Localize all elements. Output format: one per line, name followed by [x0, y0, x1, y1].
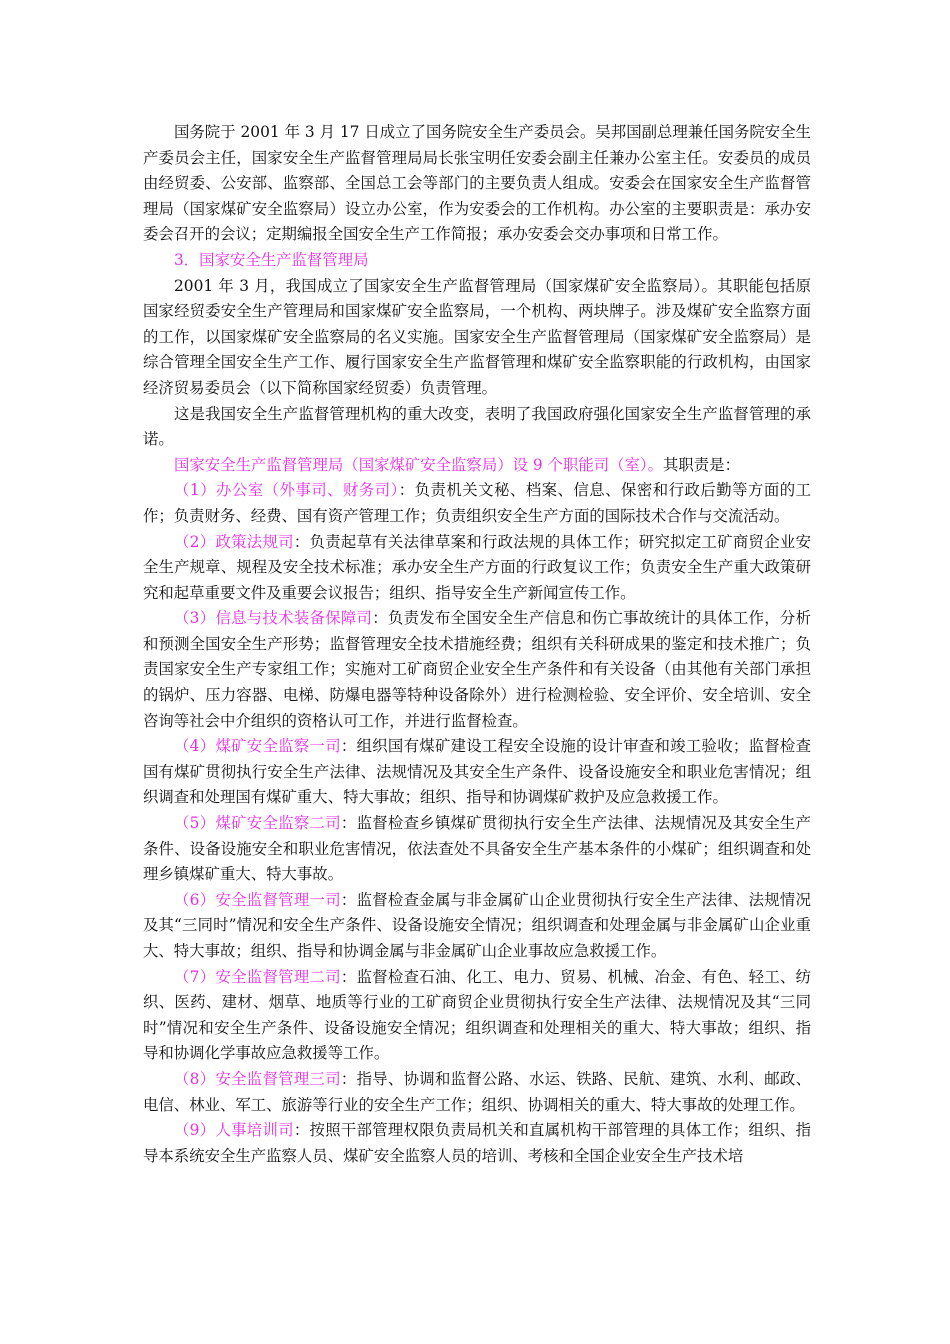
item-title: （3）信息与技术装备保障司: [174, 609, 373, 628]
item-text: ：负责机关文秘、档案、信息、保密和行政后勤等方面的工作；负责财务、经费、国有资产管理工作；负责组织安全生产方面的国际技术合作与交流活动。: [143, 481, 811, 525]
item-title: （8）安全监督管理三司: [174, 1069, 341, 1088]
list-item: [143, 1118, 811, 1169]
section-heading: 3．国家安全生产监督管理局: [174, 250, 369, 269]
paragraph-departments-lead: [143, 453, 811, 479]
item-text: ：监督检查乡镇煤矿贯彻执行安全生产法律、法规情况及其安全生产条件、设备设施安全和职业危害情况，依法查处不具备安全生产基本条件的小煤矿；组织调查和处理乡镇煤矿重大、特大事故。: [143, 814, 811, 884]
item-title: （9）人事培训司: [174, 1121, 294, 1140]
list-item: [143, 734, 811, 811]
item-text: ：组织国有煤矿建设工程安全设施的设计审查和竣工验收；监督检查国有煤矿贯彻执行安全生产法律、法规情况及其安全生产条件、设备设施安全和职业危害情况；组织调查和处理国有煤矿重大、特大事故；组织、指导和协调煤矿救护及应急救援工作。: [143, 737, 811, 807]
paragraph-2001: 2001 年 3 月，我国成立了国家安全生产监督管理局（国家煤矿安全监察局）。其职能包括原国家经贸委安全生产管理局和国家煤矿安全监察局，一个机构、两块牌子。涉及煤矿安全监察方面的工作，以国家煤矿安全监察局的名义实施。国家安全生产监督管理局（国家煤矿安全监察局）是综合管理全国安全生产工作、履行国家安全生产监督管理和煤矿安全监察职能的行政机构，由国家经济贸易委员会（以下简称国家经贸委）负责管理。: [143, 276, 811, 397]
item-text: ：按照干部管理权限负责局机关和直属机构干部管理的具体工作；组织、指导本系统安全生产监察人员、煤矿安全监察人员的培训、考核和全国企业安全生产技术培: [143, 1121, 811, 1165]
item-title: （2）政策法规司: [174, 532, 294, 551]
item-text: ：负责发布全国安全生产信息和伤亡事故统计的具体工作，分析和预测全国安全生产形势；监督管理安全技术措施经费；组织有关科研成果的鉴定和技术推广；负责国家安全生产专家组工作；实施对工矿商贸企业安全生产条件和有关设备（由其他有关部门承担的锅炉、压力容器、电梯、防爆电器等特种设备除外）进行检测检验、安全评价、安全培训、安全咨询等社会中介组织的资格认可工作，并进行监督检查。: [143, 609, 811, 730]
paragraph-reform: 这是我国安全生产监督管理机构的重大改变，表明了我国政府强化国家安全生产监督管理的承诺。: [143, 404, 811, 449]
item-title: （4）煤矿安全监察一司: [174, 737, 341, 756]
item-text: ：监督检查石油、化工、电力、贸易、机械、冶金、有色、轻工、纺织、医药、建材、烟草、地质等行业的工矿商贸企业贯彻执行安全生产法律、法规情况及其“三同时”情况和安全生产条件、设备设施安全情况；组织调查和处理相关的重大、特大事故；组织、指导和协调化学事故应急救援等工作。: [143, 967, 811, 1063]
list-item: [143, 530, 811, 607]
departments-lead-rest: 其职责是：: [663, 455, 740, 474]
list-item: [143, 606, 811, 734]
item-text: ：负责起草有关法律草案和行政法规的具体工作；研究拟定工矿商贸企业安全生产规章、规程及安全技术标准；承办安全生产方面的行政复议工作；负责安全生产重大政策研究和起草重要文件及重要会议报告；组织、指导安全生产新闻宣传工作。: [143, 532, 811, 602]
item-title: （6）安全监督管理一司: [174, 890, 341, 909]
item-text: ：指导、协调和监督公路、水运、铁路、民航、建筑、水利、邮政、电信、林业、军工、旅游等行业的安全生产工作；组织、协调相关的重大、特大事故的处理工作。: [143, 1069, 811, 1114]
list-item: [143, 811, 811, 888]
item-title: （5）煤矿安全监察二司: [174, 814, 341, 833]
item-title: （1）办公室（外事司、财务司）: [174, 481, 399, 500]
departments-lead-highlight: 国家安全生产监督管理局（国家煤矿安全监察局）设 9 个职能司（室）。: [174, 455, 663, 474]
list-item: [143, 965, 811, 1067]
list-item: [143, 1067, 811, 1118]
list-item: [143, 478, 811, 529]
item-text: ：监督检查金属与非金属矿山企业贯彻执行安全生产法律、法规情况及其“三同时”情况和安全生产条件、设备设施安全情况；组织调查和处理金属与非金属矿山企业重大、特大事故；组织、指导和协调金属与非金属矿山企业事故应急救援工作。: [143, 890, 811, 960]
paragraph-intro: 国务院于 2001 年 3 月 17 日成立了国务院安全生产委员会。吴邦国副总理兼任国务院安全生产委员会主任，国家安全生产监督管理局局长张宝明任安委会副主任兼办公室主任。安委员的成员由经贸委、公安部、监察部、全国总工会等部门的主要负责人组成。安委会在国家安全生产监督管理局（国家煤矿安全监察局）设立办公室，作为安委会的工作机构。办公室的主要职责是：承办安委会召开的会议；定期编报全国安全生产工作简报；承办安委会交办事项和日常工作。: [143, 123, 811, 244]
item-title: （7）安全监督管理二司: [174, 967, 341, 986]
document-body: [143, 120, 811, 1169]
list-item: [143, 888, 811, 965]
